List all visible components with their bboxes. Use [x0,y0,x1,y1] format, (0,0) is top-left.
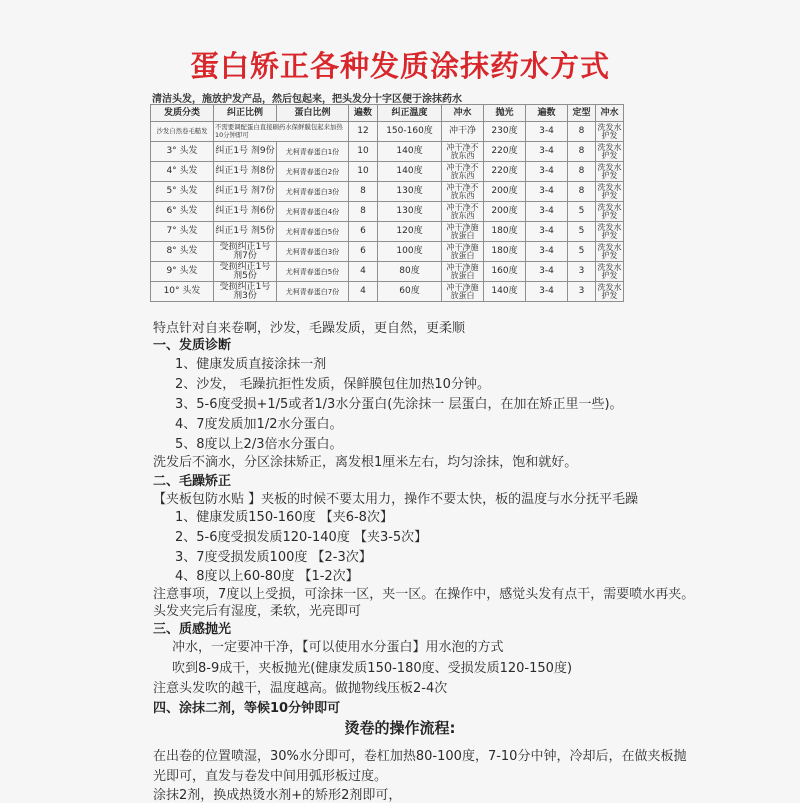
table-cell: 8 [568,122,596,142]
table-cell: 4 [349,282,378,302]
table-cell: 洗发水护发 [597,182,622,200]
table-cell: 尤柯青春蛋白3份 [277,182,349,202]
intro-text: 清洁头发，施放护发产品，然后包起来，把头发分十字区便于涂抹药水 [152,94,462,105]
table-cell: 尤柯青春蛋白4份 [277,202,349,222]
list-item: 3、7度受损发质100度 【2-3次】 [175,550,372,565]
list-item: 4、7度发质加1/2水分蛋白。 [175,417,343,432]
table-cell: 冲干净不放东西 [442,182,484,202]
table-cell: 受损纠正1号 剂7份 [214,242,277,262]
table-row [151,202,624,222]
table-cell: 洗发水护发 [597,222,622,240]
list-item: 2、5-6度受损发质120-140度 【夹3-5次】 [175,530,428,545]
table-cell: 3 [568,282,596,302]
table-row [151,282,624,302]
table-row [151,222,624,242]
table-row [151,122,624,142]
table-cell: 洗发水护发 [597,242,622,260]
table-cell: 洗发水护发 [597,122,622,140]
table-cell: 60度 [378,282,442,302]
table-cell: 8 [568,142,596,162]
table-cell: 3-4 [526,222,568,242]
table-cell: 150-160度 [378,122,442,142]
list-item: 3、5-6度受损+1/5或者1/3水分蛋白(先涂抹一 层蛋白，在加在矫正里一些)。 [175,397,623,412]
paragraph: 【夹板包防水贴 】夹板的时候不要太用力，操作不要太快，板的温度与水分抚平毛躁 [153,492,639,507]
table-cell: 纠正1号 剂8份 [214,162,277,182]
table-row [151,262,624,282]
table-cell: 洗发水护发 [597,202,622,220]
table-cell: 6 [349,242,378,262]
table-header-cell: 冲水 [442,105,484,122]
table-header-cell: 冲水 [596,105,624,122]
table-cell: 160度 [484,262,526,282]
table-cell: 8 [568,162,596,182]
paragraph: 洗发后不滴水，分区涂抹矫正，离发根1厘米左右，均匀涂抹，饱和就好。 [153,455,578,470]
table-cell: 冲干净 [442,122,484,142]
treatment-table [150,104,624,302]
table-cell: 220度 [484,142,526,162]
table-cell: 7° 头发 [151,222,214,242]
paragraph: 在出卷的位置喷湿，30%水分即可，卷杠加热80-100度，7-10分中钟，冷却后，在做夹板抛 [153,749,687,764]
section-heading: 一、发质诊断 [153,338,232,353]
table-cell: 3-4 [526,182,568,202]
table-cell: 5 [568,202,596,222]
table-cell: 100度 [378,242,442,262]
table-cell: 3° 头发 [151,142,214,162]
table-cell: 纠正1号 剂6份 [214,202,277,222]
paragraph: 吹到8-9成干，夹板抛光(健康发质150-180度、受损发质120-150度) [172,661,573,676]
table-header-cell: 定型 [568,105,596,122]
table-cell: 230度 [484,122,526,142]
table-cell: 受损纠正1号 剂3份 [214,282,277,302]
table-cell: 3 [568,262,596,282]
table-cell: 3-4 [526,262,568,282]
table-cell: 140度 [378,162,442,182]
table-header-cell: 发质分类 [151,105,214,122]
paragraph: 头发夹完后有湿度，柔软，光亮即可 [153,604,362,619]
table-cell: 120度 [378,222,442,242]
table-cell: 尤柯青春蛋白2份 [277,162,349,182]
table-cell: 冲干净不放东西 [442,162,484,182]
table-cell: 3-4 [526,142,568,162]
table-header-row [151,105,624,122]
table-cell: 洗发水护发 [597,162,622,180]
table-cell: 200度 [484,202,526,222]
table-cell: 4° 头发 [151,162,214,182]
table-cell: 8 [349,182,378,202]
table-cell: 3-4 [526,122,568,142]
table-cell: 冲干净不放东西 [442,202,484,222]
table-cell: 不需要调配蛋白直接刷药水保鲜膜包起来加热10分钟即可 [214,122,349,142]
table-cell: 沙发自然卷毛糙发 [151,122,214,142]
table-cell: 12 [349,122,378,142]
table-cell: 冲干净施放蛋白 [442,242,484,262]
table-header-cell: 抛光 [484,105,526,122]
table-cell: 3-4 [526,282,568,302]
list-item: 2、沙发， 毛躁抗拒性发质，保鲜膜包住加热10分钟。 [175,377,490,392]
perm-process-title: 烫卷的操作流程: [344,719,456,737]
table-cell: 5 [568,242,596,262]
table-cell: 洗发水护发 [597,142,622,160]
paragraph: 涂抹2剂，换成热烫水剂+的矫形2剂即可， [153,788,402,803]
table-cell: 尤柯青春蛋白5份 [277,222,349,242]
table-cell: 纠正1号 剂5份 [214,222,277,242]
paragraph: 冲水，一定要冲干净，【可以使用水分蛋白】用水泡的方式 [172,640,504,655]
list-item: 1、健康发质直接涂抹一剂 [175,357,327,372]
table-cell: 4 [349,262,378,282]
table-cell: 冲干净施放蛋白 [442,282,484,302]
table-row [151,242,624,262]
table-cell: 3-4 [526,242,568,262]
table-cell: 130度 [378,182,442,202]
table-cell: 9° 头发 [151,262,214,282]
paragraph: 注意头发吹的越干，温度越高。做抛物线压板2-4次 [153,681,448,696]
table-cell: 冲干净施放蛋白 [442,262,484,282]
table-row [151,162,624,182]
table-cell: 8 [568,182,596,202]
table-cell: 5° 头发 [151,182,214,202]
table-cell: 受损纠正1号 剂5份 [214,262,277,282]
table-cell: 10 [349,142,378,162]
table-cell: 140度 [484,282,526,302]
section-heading: 二、毛躁矫正 [153,474,232,489]
table-cell: 200度 [484,182,526,202]
table-cell: 尤柯青春蛋白1份 [277,142,349,162]
table-row [151,142,624,162]
table-cell: 220度 [484,162,526,182]
table-cell: 冲干净施放蛋白 [442,222,484,242]
table-cell: 3-4 [526,162,568,182]
table-cell: 80度 [378,262,442,282]
table-cell: 尤柯青春蛋白3份 [277,242,349,262]
table-header-cell: 蛋白比例 [277,105,349,122]
table-cell: 尤柯青春蛋白7份 [277,282,349,302]
table-cell: 纠正1号 剂9份 [214,142,277,162]
paragraph: 光即可，直发与卷发中间用弧形板过度。 [153,769,388,784]
paragraph: 注意事项，7度以上受损，可涂抹一区，夹一区。在操作中，感觉头发有点干，需要喷水再夹。 [153,587,695,602]
section-heading: 四、涂抹二剂，等候10分钟即可 [153,701,341,716]
table-cell: 10° 头发 [151,282,214,302]
table-cell: 140度 [378,142,442,162]
list-item: 5、8度以上2/3倍水分蛋白。 [175,437,343,452]
table-cell: 洗发水护发 [597,262,622,280]
table-header-cell: 纠正比例 [214,105,277,122]
table-cell: 尤柯青春蛋白5份 [277,262,349,282]
table-cell: 纠正1号 剂7份 [214,182,277,202]
table-cell: 6° 头发 [151,202,214,222]
table-cell: 8 [349,202,378,222]
table-cell: 8° 头发 [151,242,214,262]
table-header-cell: 遍数 [526,105,568,122]
list-item: 1、健康发质150-160度 【夹6-8次】 [175,510,393,525]
table-cell: 洗发水护发 [597,282,622,300]
table-row [151,182,624,202]
page-title: 蛋白矫正各种发质涂抹药水方式 [189,49,610,83]
section-heading: 三、质感抛光 [153,622,232,637]
table-cell: 130度 [378,202,442,222]
table-cell: 10 [349,162,378,182]
table-cell: 180度 [484,222,526,242]
table-header-cell: 纠正温度 [378,105,442,122]
table-header-cell: 遍数 [349,105,378,122]
feature-text: 特点针对自来卷啊，沙发，毛躁发质，更自然，更柔顺 [153,321,466,336]
table-cell: 冲干净不放东西 [442,142,484,162]
table-cell: 3-4 [526,202,568,222]
table-cell: 6 [349,222,378,242]
list-item: 4、8度以上60-80度 【1-2次】 [175,569,359,584]
table-cell: 5 [568,222,596,242]
table-cell: 180度 [484,242,526,262]
